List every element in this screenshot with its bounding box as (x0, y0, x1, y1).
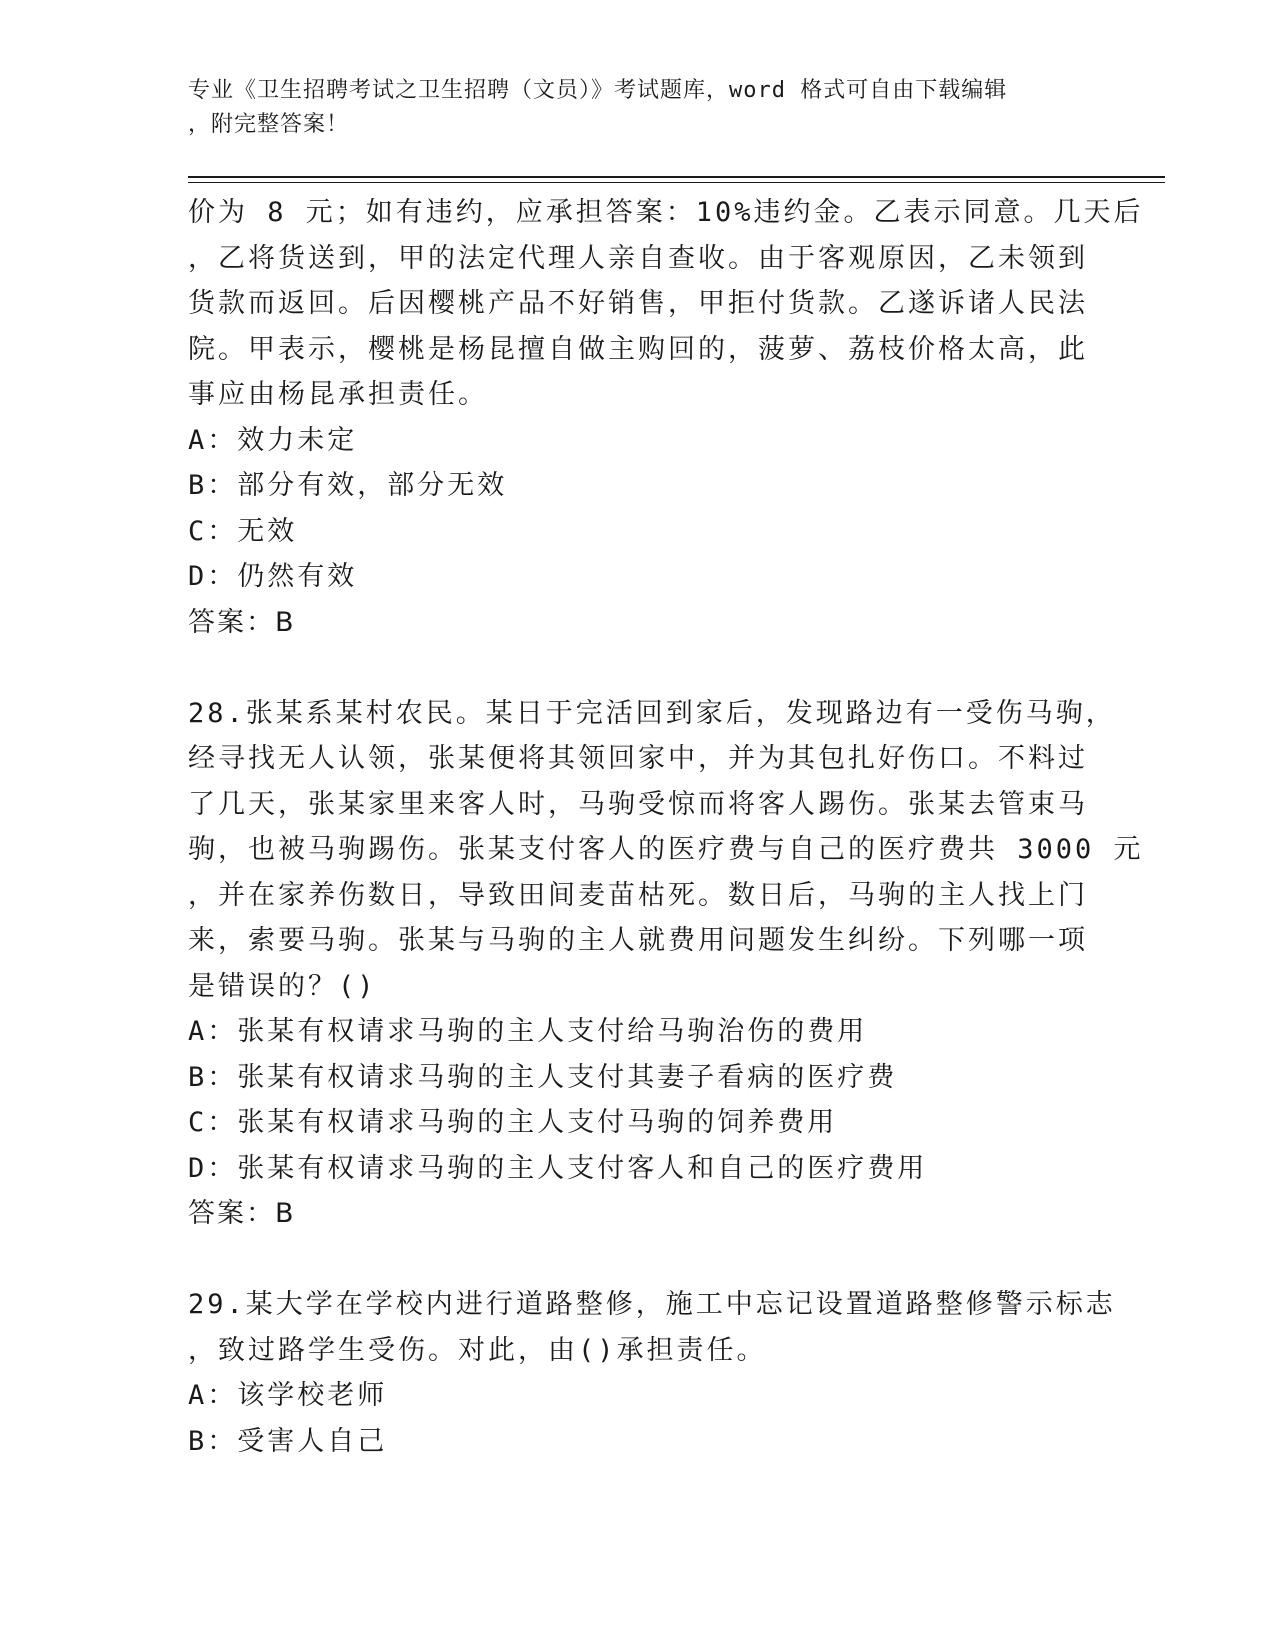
question-text-line: ，乙将货送到，甲的法定代理人亲自查收。由于客观原因，乙未领到 (188, 242, 1088, 274)
option-a: A：该学校老师 (188, 1380, 388, 1411)
spacer (188, 645, 1188, 691)
question-29-block (188, 1282, 1188, 1464)
question-27-block (188, 190, 1188, 645)
question-text-line: ，并在家养伤数日，导致田间麦苗枯死。数日后，马驹的主人找上门 (188, 879, 1088, 911)
question-text-line: 是错误的？() (188, 970, 377, 1002)
question-text-line: 29.某大学在学校内进行道路整修，施工中忘记设置道路整修警示标志 (188, 1289, 1116, 1320)
question-text-line: 价为 8 元；如有违约，应承担答案：10%违约金。乙表示同意。几天后 (188, 197, 1144, 228)
option-d: D：张某有权请求马驹的主人支付客人和自己的医疗费用 (188, 1152, 928, 1184)
question-text-line: 来，索要马驹。张某与马驹的主人就费用问题发生纠纷。下列哪一项 (188, 925, 1088, 956)
header-divider-thin (188, 182, 1165, 183)
question-text-line: 了几天，张某家里来客人时，马驹受惊而将客人踢伤。张某去管束马 (188, 788, 1088, 820)
option-b: B：受害人自己 (188, 1425, 388, 1457)
option-b: B：张某有权请求马驹的主人支付其妻子看病的医疗费 (188, 1061, 898, 1093)
question-text-line: 事应由杨昆承担责任。 (188, 379, 488, 410)
answer-line: 答案：B (188, 1198, 296, 1229)
option-a: A：张某有权请求马驹的主人支付给马驹治伤的费用 (188, 1016, 868, 1047)
question-text-line: 28.张某系某村农民。某日于完活回到家后，发现路边有一受伤马驹， (188, 697, 1116, 729)
option-c: C：无效 (188, 515, 298, 547)
question-text-line: 货款而返回。后因樱桃产品不好销售，甲拒付货款。乙遂诉诸人民法 (188, 288, 1088, 319)
question-text-line: 经寻找无人认领，张某便将其领回家中，并为其包扎好伤口。不料过 (188, 743, 1088, 774)
question-text-line: 院。甲表示，樱桃是杨昆擅自做主购回的，菠萝、荔枝价格太高，此 (188, 333, 1088, 365)
option-d: D：仍然有效 (188, 561, 358, 592)
spacer (188, 1237, 1188, 1283)
option-b: B：部分有效，部分无效 (188, 470, 508, 501)
page-header (188, 74, 1088, 142)
header-title-line-2: ，附完整答案！ (188, 112, 350, 137)
exam-content (188, 190, 1188, 1464)
answer-line: 答案：B (188, 606, 296, 638)
header-title-line-1: 专业《卫生招聘考试之卫生招聘（文员）》考试题库，word 格式可自由下载编辑 (188, 78, 1008, 103)
header-divider-thick (188, 176, 1165, 178)
option-a: A：效力未定 (188, 424, 358, 456)
question-28-block (188, 691, 1188, 1237)
option-c: C：张某有权请求马驹的主人支付马驹的饲养费用 (188, 1107, 838, 1138)
question-text-line: 驹，也被马驹踢伤。张某支付客人的医疗费与自己的医疗费共 3000 元 (188, 834, 1144, 865)
question-text-line: ，致过路学生受伤。对此，由()承担责任。 (188, 1334, 767, 1366)
